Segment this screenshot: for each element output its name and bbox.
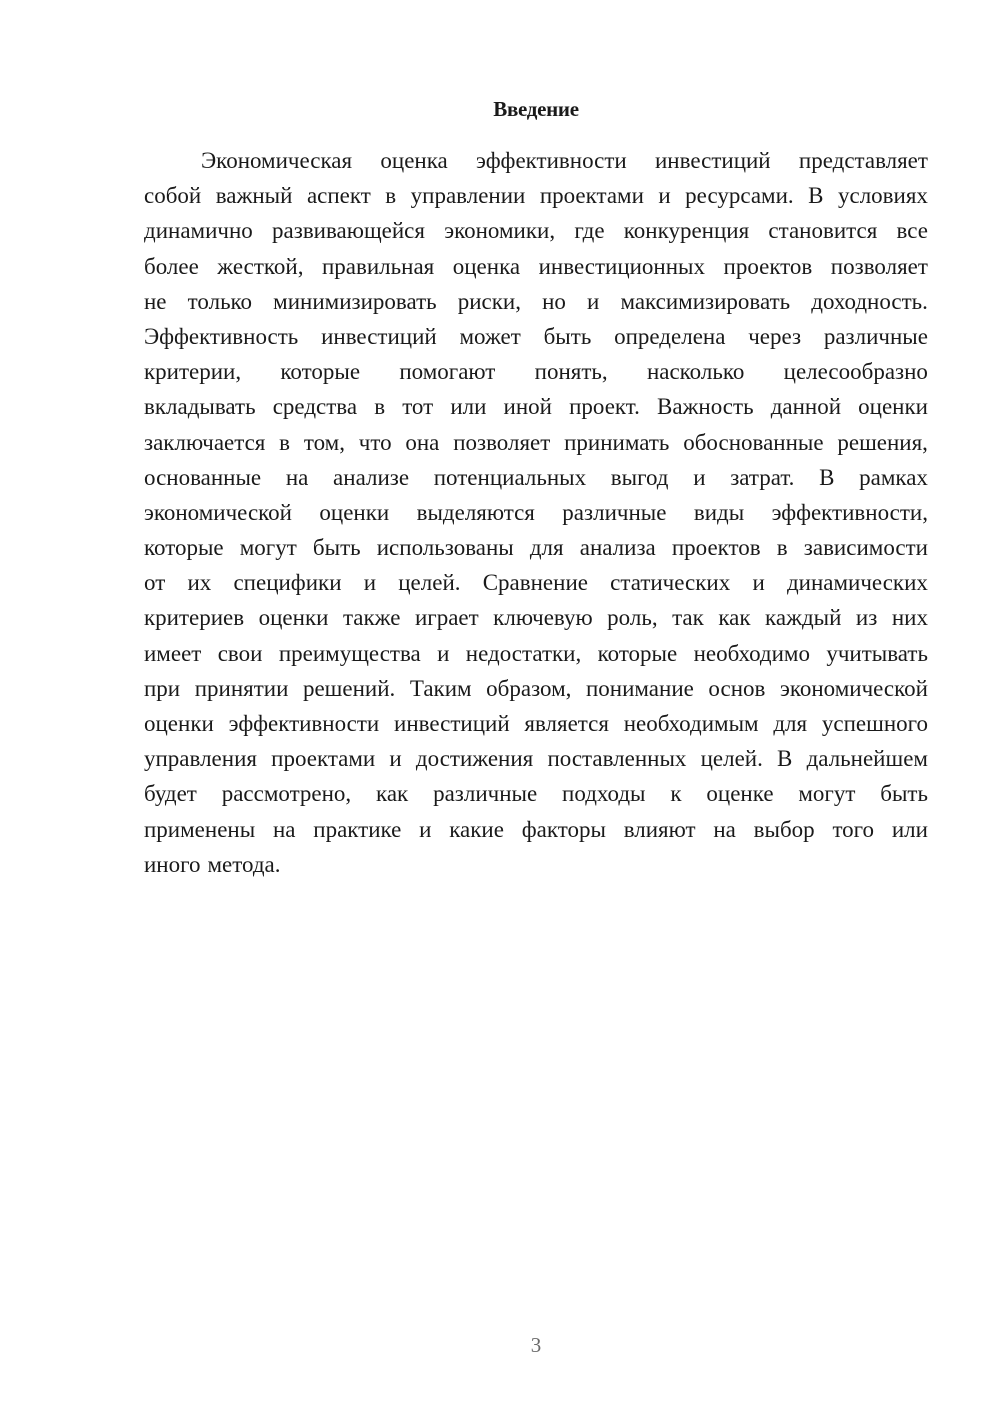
word: где (574, 218, 605, 244)
paragraph-line (144, 213, 928, 248)
line-words (144, 847, 928, 882)
paragraph-line (144, 389, 928, 424)
word: для (773, 711, 808, 736)
word: при (144, 675, 181, 701)
paragraph-line (144, 741, 928, 776)
word: или (891, 816, 928, 842)
word: тот (402, 394, 434, 420)
line-words (144, 565, 928, 600)
word: достижения (415, 746, 534, 772)
line-words (144, 671, 928, 706)
word: помогают (399, 359, 496, 385)
word: ресурсами. (685, 183, 794, 209)
word: что (358, 429, 392, 455)
word: и (363, 570, 377, 596)
word: в (776, 535, 788, 561)
word: как (376, 781, 409, 807)
word: понять, (534, 359, 608, 385)
word: и (587, 288, 600, 314)
word: анализе (333, 464, 410, 490)
word: основ (708, 675, 766, 701)
word: которые (280, 359, 361, 385)
word: жесткой, (217, 253, 304, 279)
word: выбор (753, 816, 815, 842)
word: Сравнение (482, 570, 588, 596)
line-words (144, 706, 928, 741)
word: необходимым (623, 711, 759, 736)
word: принимать (564, 429, 670, 455)
word: влияют (623, 816, 696, 842)
word: позволяет (453, 429, 551, 455)
word: подходы (562, 781, 646, 807)
line-words (144, 636, 928, 671)
word: через (748, 323, 802, 349)
paragraph-line (144, 847, 928, 882)
word: экономики, (444, 218, 556, 244)
paragraph-line (144, 284, 928, 319)
word: оценка (452, 253, 521, 279)
word: собой (144, 183, 202, 209)
word: правильная (322, 253, 435, 279)
word: поставленных (547, 746, 687, 772)
word: выделяются (416, 499, 535, 525)
word: оценки (144, 711, 214, 736)
word: которые (597, 640, 678, 666)
word: все (896, 218, 928, 244)
word: она (405, 429, 440, 455)
word: эффективности (476, 148, 627, 173)
word: быть (880, 781, 928, 807)
word: максимизировать (620, 288, 791, 314)
word: и (752, 570, 765, 596)
word: развивающейся (272, 218, 425, 244)
word: динамично (144, 218, 253, 244)
word: применены (144, 816, 256, 842)
word: Эффективность (144, 323, 299, 349)
word: более (144, 253, 199, 279)
paragraph-line (144, 671, 928, 706)
word: Таким (409, 675, 472, 701)
word: обоснованные (683, 429, 824, 455)
word: на (713, 816, 736, 842)
line-words (144, 425, 928, 460)
word: к (670, 781, 682, 807)
word: в (374, 394, 386, 420)
word: специфики (233, 570, 342, 596)
word: минимизировать (273, 288, 437, 314)
paragraph-line (144, 143, 928, 178)
word: эффективности (228, 711, 380, 736)
word: иного (144, 851, 201, 877)
word: и (693, 464, 706, 490)
word: различные (433, 781, 538, 807)
word: необходимо (693, 640, 810, 666)
word: быть (312, 535, 361, 561)
word: различные (823, 323, 928, 349)
word: аспект (306, 183, 371, 209)
paragraph-line (144, 706, 928, 741)
word: насколько (646, 359, 745, 385)
paragraph-line (144, 812, 928, 847)
word: и (389, 746, 402, 772)
word: использованы (376, 535, 514, 561)
word: инвестиций (394, 711, 510, 736)
word: из (855, 605, 878, 631)
word: проектов (723, 253, 813, 279)
page-number: 3 (530, 1333, 542, 1357)
word: оценка (380, 148, 448, 173)
word: факторы (521, 816, 606, 842)
word: проект. (569, 394, 640, 420)
word: статических (610, 570, 731, 596)
word: не (144, 288, 167, 314)
word: В (777, 746, 793, 772)
word: рамках (859, 464, 928, 490)
word: в (385, 183, 397, 209)
word: свои (217, 640, 263, 666)
word: риски, (457, 288, 521, 314)
word: условиях (837, 183, 928, 209)
word: заключается (144, 429, 266, 455)
word: эффективности, (771, 499, 928, 525)
line-words (144, 249, 928, 284)
word: В (819, 464, 835, 490)
line-words (144, 284, 928, 319)
section-heading: Введение (493, 97, 579, 121)
word: проектами (539, 183, 644, 209)
paragraph-line (144, 354, 928, 389)
word: том, (303, 429, 345, 455)
word: метода. (207, 851, 281, 877)
word: каждый (765, 605, 842, 631)
word: выгод (610, 464, 669, 490)
word: инвестиций (655, 148, 771, 173)
word: проектами (271, 746, 376, 772)
word: для (529, 535, 564, 561)
word: оценки (258, 605, 329, 631)
word: могут (239, 535, 297, 561)
word: быть (543, 323, 592, 349)
word: анализа (579, 535, 656, 561)
word: имеет (144, 640, 202, 666)
word: понимание (585, 675, 694, 701)
paragraph-line (144, 495, 928, 530)
word: и (437, 640, 450, 666)
word: только (187, 288, 253, 314)
word: В (808, 183, 824, 209)
paragraph-line (144, 319, 928, 354)
word: конкуренция (623, 218, 750, 244)
line-words (144, 530, 928, 565)
word: роль, (607, 605, 658, 631)
word: представляет (798, 148, 928, 173)
word: решения, (837, 429, 928, 455)
word: средства (272, 394, 358, 420)
word: экономической (779, 675, 928, 701)
word: позволяет (830, 253, 928, 279)
word: экономической (144, 499, 292, 525)
line-words (144, 495, 928, 530)
paragraph-line (144, 460, 928, 495)
word: преимущества (278, 640, 421, 666)
word: вкладывать (144, 394, 256, 420)
word: Важность (656, 394, 754, 420)
word: Экономическая (201, 148, 353, 173)
word: также (342, 605, 401, 631)
line-words (201, 143, 928, 178)
line-words (144, 389, 928, 424)
word: критерии, (144, 359, 242, 385)
word: недостатки, (465, 640, 582, 666)
word: рассмотрено, (221, 781, 352, 807)
paragraph-line (144, 636, 928, 671)
word: зависимости (803, 535, 928, 561)
word: как (718, 605, 751, 631)
word: оценки (858, 394, 928, 420)
word: управления (144, 746, 257, 772)
word: целей. (398, 570, 461, 596)
word: и (419, 816, 432, 842)
word: их (187, 570, 212, 596)
word: критериев (144, 605, 245, 631)
word: оценке (706, 781, 774, 807)
word: проектов (671, 535, 761, 561)
word: потенциальных (433, 464, 587, 490)
word: инвестиционных (538, 253, 706, 279)
word: на (272, 816, 296, 842)
word: могут (798, 781, 856, 807)
word: образом, (486, 675, 572, 701)
word: управлении (410, 183, 526, 209)
word: важный (215, 183, 293, 209)
word: принятии (194, 675, 289, 701)
line-words (144, 812, 928, 847)
body-paragraph (144, 143, 928, 882)
line-words (144, 319, 928, 354)
word: дальнейшем (806, 746, 928, 772)
word: основанные (144, 464, 262, 490)
line-words (144, 213, 928, 248)
word: них (891, 605, 928, 631)
word: становится (768, 218, 878, 244)
line-words (144, 600, 928, 635)
word: доходность. (811, 288, 928, 314)
word: какие (449, 816, 504, 842)
word: решений. (302, 675, 396, 701)
word: определена (614, 323, 726, 349)
word: или (450, 394, 487, 420)
word: целесообразно (783, 359, 928, 385)
word: затрат. (730, 464, 795, 490)
word: ключевую (493, 605, 593, 631)
line-words (144, 178, 928, 213)
paragraph-line (144, 249, 928, 284)
line-words (144, 741, 928, 776)
paragraph-line (144, 178, 928, 213)
word: может (459, 323, 521, 349)
word: в (279, 429, 291, 455)
line-words (144, 460, 928, 495)
word: целей. (700, 746, 763, 772)
line-words (144, 776, 928, 811)
word: того (832, 816, 875, 842)
word: и (658, 183, 671, 209)
word: от (144, 570, 166, 596)
word: различные (562, 499, 667, 525)
word: иной (503, 394, 552, 420)
word: является (524, 711, 609, 736)
word: данной (770, 394, 842, 420)
word: учитывать (826, 640, 928, 666)
line-words (144, 354, 928, 389)
word: на (285, 464, 309, 490)
word: но (542, 288, 566, 314)
paragraph-line (144, 425, 928, 460)
paragraph-line (144, 565, 928, 600)
word: оценки (319, 499, 390, 525)
word: виды (693, 499, 745, 525)
word: которые (144, 535, 224, 561)
word: успешного (821, 711, 928, 736)
word: практике (313, 816, 402, 842)
paragraph-line (144, 776, 928, 811)
word: играет (414, 605, 479, 631)
paragraph-line (144, 530, 928, 565)
word: будет (144, 781, 197, 807)
word: так (672, 605, 704, 631)
word: инвестиций (321, 323, 437, 349)
word: динамических (786, 570, 928, 596)
paragraph-line (144, 600, 928, 635)
